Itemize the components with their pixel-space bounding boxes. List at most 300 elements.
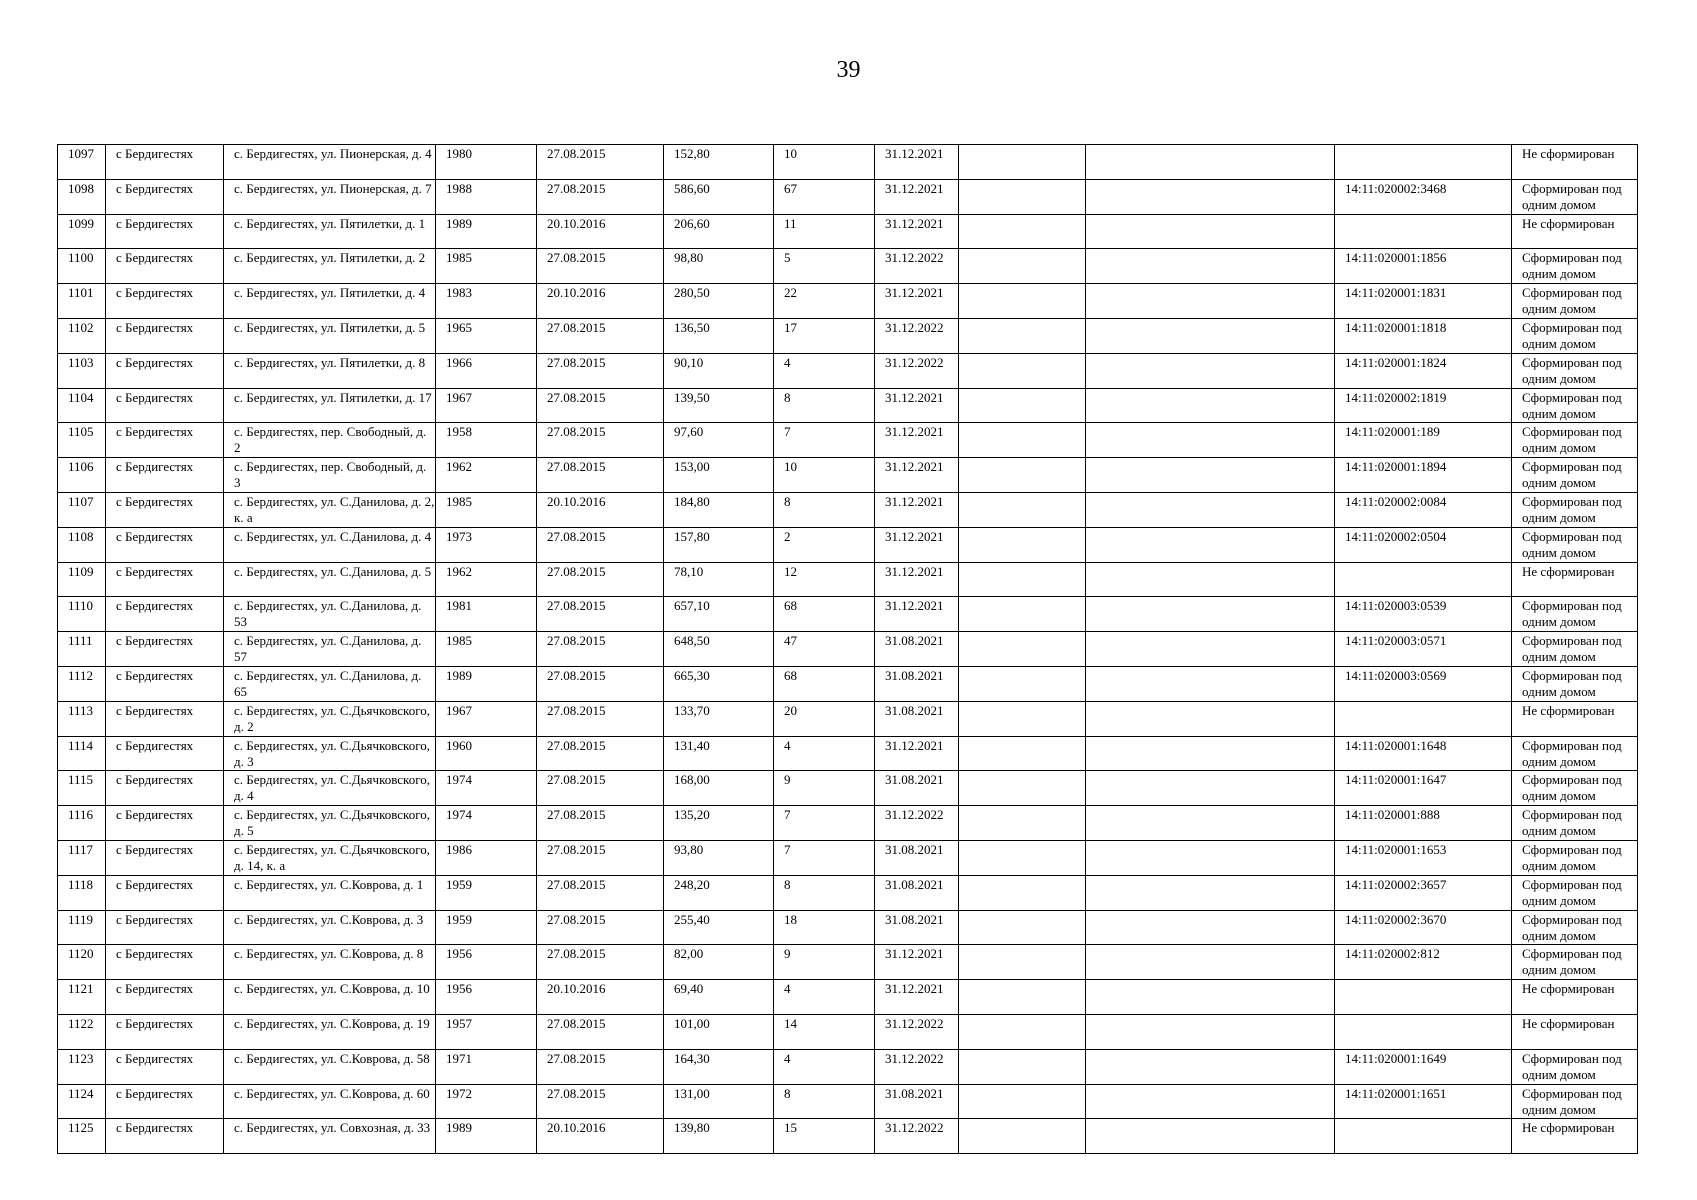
cell-cadastral-number: 14:11:020001:1653 (1335, 840, 1512, 875)
cell-cadastral-number: 14:11:020002:1819 (1335, 388, 1512, 423)
cell-address: с. Бердигестях, ул. С.Данилова, д. 4 (224, 527, 436, 562)
cell-record-date: 27.08.2015 (537, 527, 664, 562)
cell-number: 1108 (58, 527, 106, 562)
table-body (58, 145, 1638, 1154)
cell-record-date: 27.08.2015 (537, 806, 664, 841)
cell-empty-1 (959, 562, 1086, 597)
cell-cadastral-number: 14:11:020002:0084 (1335, 492, 1512, 527)
cell-land-status: Не сформирован (1512, 145, 1638, 180)
cell-record-date: 27.08.2015 (537, 771, 664, 806)
page-number: 39 (836, 57, 861, 83)
cell-number: 1118 (58, 875, 106, 910)
table-row (58, 423, 1638, 458)
cell-deadline: 31.08.2021 (875, 666, 959, 701)
cell-address: с. Бердигестях, пер. Свободный, д. 2 (224, 423, 436, 458)
cell-deadline: 31.08.2021 (875, 840, 959, 875)
cell-address: с. Бердигестях, пер. Свободный, д. 3 (224, 458, 436, 493)
cell-residents: 9 (774, 771, 875, 806)
cell-year-built: 1986 (436, 840, 537, 875)
table-row (58, 527, 1638, 562)
cell-number: 1121 (58, 980, 106, 1015)
cell-empty-1 (959, 910, 1086, 945)
table-row (58, 249, 1638, 284)
cell-number: 1105 (58, 423, 106, 458)
cell-empty-1 (959, 666, 1086, 701)
cell-area: 248,20 (664, 875, 774, 910)
cell-empty-1 (959, 875, 1086, 910)
cell-empty-2 (1086, 945, 1335, 980)
cell-deadline: 31.08.2021 (875, 910, 959, 945)
cell-residents: 9 (774, 945, 875, 980)
cell-number: 1099 (58, 214, 106, 249)
cell-settlement: с Бердигестях (106, 527, 224, 562)
cell-deadline: 31.12.2021 (875, 145, 959, 180)
cell-empty-2 (1086, 458, 1335, 493)
cell-empty-1 (959, 318, 1086, 353)
cell-settlement: с Бердигестях (106, 318, 224, 353)
cell-residents: 20 (774, 701, 875, 736)
cell-record-date: 20.10.2016 (537, 492, 664, 527)
cell-number: 1123 (58, 1049, 106, 1084)
cell-land-status: Сформирован под одним домом (1512, 875, 1638, 910)
cell-year-built: 1989 (436, 214, 537, 249)
cell-address: с. Бердигестях, ул. С.Коврова, д. 3 (224, 910, 436, 945)
cell-land-status: Сформирован под одним домом (1512, 806, 1638, 841)
cell-cadastral-number: 14:11:020001:189 (1335, 423, 1512, 458)
cell-empty-1 (959, 597, 1086, 632)
cell-deadline: 31.12.2022 (875, 249, 959, 284)
table-row (58, 1084, 1638, 1119)
cell-address: с. Бердигестях, ул. Пятилетки, д. 4 (224, 284, 436, 319)
cell-empty-1 (959, 492, 1086, 527)
cell-cadastral-number: 14:11:020002:0504 (1335, 527, 1512, 562)
cell-deadline: 31.12.2022 (875, 1119, 959, 1154)
cell-deadline: 31.12.2021 (875, 388, 959, 423)
cell-year-built: 1985 (436, 492, 537, 527)
cell-record-date: 27.08.2015 (537, 1084, 664, 1119)
cell-area: 665,30 (664, 666, 774, 701)
cell-residents: 15 (774, 1119, 875, 1154)
cell-residents: 8 (774, 875, 875, 910)
table-row (58, 179, 1638, 214)
cell-year-built: 1974 (436, 771, 537, 806)
cell-address: с. Бердигестях, ул. Совхозная, д. 33 (224, 1119, 436, 1154)
cell-area: 255,40 (664, 910, 774, 945)
cell-year-built: 1962 (436, 562, 537, 597)
cell-record-date: 27.08.2015 (537, 701, 664, 736)
cell-settlement: с Бердигестях (106, 980, 224, 1015)
cell-deadline: 31.12.2021 (875, 597, 959, 632)
cell-area: 131,00 (664, 1084, 774, 1119)
cell-year-built: 1956 (436, 945, 537, 980)
cell-year-built: 1988 (436, 179, 537, 214)
cell-year-built: 1960 (436, 736, 537, 771)
cell-empty-1 (959, 945, 1086, 980)
cell-settlement: с Бердигестях (106, 179, 224, 214)
cell-empty-1 (959, 1049, 1086, 1084)
cell-record-date: 27.08.2015 (537, 423, 664, 458)
cell-settlement: с Бердигестях (106, 771, 224, 806)
cell-year-built: 1973 (436, 527, 537, 562)
cell-land-status: Не сформирован (1512, 980, 1638, 1015)
cell-number: 1119 (58, 910, 106, 945)
cell-settlement: с Бердигестях (106, 632, 224, 667)
cell-record-date: 27.08.2015 (537, 840, 664, 875)
cell-deadline: 31.12.2021 (875, 458, 959, 493)
cell-residents: 10 (774, 458, 875, 493)
cell-empty-1 (959, 980, 1086, 1015)
cell-area: 206,60 (664, 214, 774, 249)
cell-number: 1120 (58, 945, 106, 980)
cell-year-built: 1966 (436, 353, 537, 388)
cell-deadline: 31.08.2021 (875, 1084, 959, 1119)
cell-number: 1125 (58, 1119, 106, 1154)
cell-settlement: с Бердигестях (106, 736, 224, 771)
cell-empty-1 (959, 249, 1086, 284)
cell-year-built: 1980 (436, 145, 537, 180)
cell-number: 1110 (58, 597, 106, 632)
cell-residents: 68 (774, 666, 875, 701)
cell-empty-1 (959, 179, 1086, 214)
cell-empty-2 (1086, 249, 1335, 284)
cell-number: 1114 (58, 736, 106, 771)
cell-cadastral-number: 14:11:020001:1647 (1335, 771, 1512, 806)
cell-area: 82,00 (664, 945, 774, 980)
cell-land-status: Сформирован под одним домом (1512, 771, 1638, 806)
table-row (58, 945, 1638, 980)
cell-land-status: Не сформирован (1512, 701, 1638, 736)
cell-area: 101,00 (664, 1014, 774, 1049)
cell-address: с. Бердигестях, ул. С.Коврова, д. 8 (224, 945, 436, 980)
cell-record-date: 27.08.2015 (537, 562, 664, 597)
cell-year-built: 1956 (436, 980, 537, 1015)
cell-empty-1 (959, 1014, 1086, 1049)
cell-residents: 67 (774, 179, 875, 214)
cell-address: с. Бердигестях, ул. С.Коврова, д. 1 (224, 875, 436, 910)
cell-cadastral-number (1335, 980, 1512, 1015)
cell-number: 1098 (58, 179, 106, 214)
cell-cadastral-number (1335, 145, 1512, 180)
cell-residents: 4 (774, 736, 875, 771)
cell-address: с. Бердигестях, ул. С.Данилова, д. 65 (224, 666, 436, 701)
cell-residents: 10 (774, 145, 875, 180)
cell-number: 1115 (58, 771, 106, 806)
cell-settlement: с Бердигестях (106, 910, 224, 945)
cell-number: 1122 (58, 1014, 106, 1049)
cell-land-status: Сформирован под одним домом (1512, 736, 1638, 771)
cell-residents: 11 (774, 214, 875, 249)
cell-record-date: 27.08.2015 (537, 632, 664, 667)
cell-cadastral-number: 14:11:020001:1649 (1335, 1049, 1512, 1084)
cell-land-status: Не сформирован (1512, 1014, 1638, 1049)
cell-cadastral-number: 14:11:020001:1824 (1335, 353, 1512, 388)
cell-area: 139,50 (664, 388, 774, 423)
cell-empty-1 (959, 736, 1086, 771)
cell-cadastral-number: 14:11:020003:0569 (1335, 666, 1512, 701)
cell-record-date: 27.08.2015 (537, 318, 664, 353)
cell-number: 1102 (58, 318, 106, 353)
cell-settlement: с Бердигестях (106, 840, 224, 875)
cell-year-built: 1971 (436, 1049, 537, 1084)
cell-residents: 8 (774, 388, 875, 423)
cell-empty-2 (1086, 980, 1335, 1015)
cell-land-status: Сформирован под одним домом (1512, 1084, 1638, 1119)
cell-record-date: 27.08.2015 (537, 736, 664, 771)
cell-cadastral-number: 14:11:020003:0571 (1335, 632, 1512, 667)
cell-area: 657,10 (664, 597, 774, 632)
cell-empty-1 (959, 1084, 1086, 1119)
cell-land-status: Сформирован под одним домом (1512, 492, 1638, 527)
cell-address: с. Бердигестях, ул. С.Коврова, д. 58 (224, 1049, 436, 1084)
cell-number: 1107 (58, 492, 106, 527)
cell-land-status: Сформирован под одним домом (1512, 666, 1638, 701)
cell-deadline: 31.08.2021 (875, 771, 959, 806)
cell-settlement: с Бердигестях (106, 1049, 224, 1084)
cell-area: 157,80 (664, 527, 774, 562)
cell-settlement: с Бердигестях (106, 458, 224, 493)
cell-deadline: 31.12.2021 (875, 214, 959, 249)
cell-settlement: с Бердигестях (106, 492, 224, 527)
cell-deadline: 31.12.2022 (875, 1014, 959, 1049)
cell-empty-2 (1086, 806, 1335, 841)
cell-settlement: с Бердигестях (106, 701, 224, 736)
cell-number: 1117 (58, 840, 106, 875)
cell-empty-2 (1086, 179, 1335, 214)
cell-residents: 17 (774, 318, 875, 353)
cell-residents: 12 (774, 562, 875, 597)
table-row (58, 318, 1638, 353)
cell-record-date: 20.10.2016 (537, 980, 664, 1015)
cell-area: 586,60 (664, 179, 774, 214)
table-row (58, 1014, 1638, 1049)
cell-number: 1113 (58, 701, 106, 736)
cell-area: 280,50 (664, 284, 774, 319)
cell-number: 1109 (58, 562, 106, 597)
cell-address: с. Бердигестях, ул. Пионерская, д. 7 (224, 179, 436, 214)
cell-area: 184,80 (664, 492, 774, 527)
cell-settlement: с Бердигестях (106, 945, 224, 980)
table-row (58, 806, 1638, 841)
cell-deadline: 31.12.2021 (875, 736, 959, 771)
cell-deadline: 31.12.2021 (875, 945, 959, 980)
cell-residents: 22 (774, 284, 875, 319)
cell-number: 1103 (58, 353, 106, 388)
table-row (58, 1049, 1638, 1084)
cell-residents: 7 (774, 840, 875, 875)
table-row (58, 1119, 1638, 1154)
cell-year-built: 1989 (436, 666, 537, 701)
cell-year-built: 1985 (436, 632, 537, 667)
cell-empty-2 (1086, 666, 1335, 701)
table-row (58, 214, 1638, 249)
cell-cadastral-number: 14:11:020001:1651 (1335, 1084, 1512, 1119)
cell-empty-2 (1086, 492, 1335, 527)
cell-empty-1 (959, 353, 1086, 388)
cell-empty-1 (959, 1119, 1086, 1154)
cell-land-status: Сформирован под одним домом (1512, 632, 1638, 667)
cell-empty-2 (1086, 1014, 1335, 1049)
cell-address: с. Бердигестях, ул. С.Коврова, д. 10 (224, 980, 436, 1015)
cell-residents: 18 (774, 910, 875, 945)
cell-address: с. Бердигестях, ул. Пионерская, д. 4 (224, 145, 436, 180)
table-row (58, 458, 1638, 493)
cell-year-built: 1959 (436, 910, 537, 945)
cell-residents: 5 (774, 249, 875, 284)
cell-number: 1101 (58, 284, 106, 319)
cell-deadline: 31.12.2021 (875, 179, 959, 214)
cell-land-status: Сформирован под одним домом (1512, 353, 1638, 388)
cell-area: 136,50 (664, 318, 774, 353)
cell-settlement: с Бердигестях (106, 388, 224, 423)
cell-cadastral-number: 14:11:020002:3468 (1335, 179, 1512, 214)
table-row (58, 284, 1638, 319)
cell-area: 93,80 (664, 840, 774, 875)
cell-record-date: 27.08.2015 (537, 179, 664, 214)
cell-year-built: 1983 (436, 284, 537, 319)
cell-year-built: 1958 (436, 423, 537, 458)
cell-area: 131,40 (664, 736, 774, 771)
cell-cadastral-number (1335, 214, 1512, 249)
cell-settlement: с Бердигестях (106, 284, 224, 319)
cell-empty-2 (1086, 840, 1335, 875)
cell-cadastral-number: 14:11:020002:3657 (1335, 875, 1512, 910)
cell-residents: 4 (774, 353, 875, 388)
cell-cadastral-number (1335, 1119, 1512, 1154)
cell-cadastral-number: 14:11:020002:812 (1335, 945, 1512, 980)
cell-address: с. Бердигестях, ул. С.Дьячковского, д. 14, к. а (224, 840, 436, 875)
cell-address: с. Бердигестях, ул. С.Коврова, д. 19 (224, 1014, 436, 1049)
cell-address: с. Бердигестях, ул. С.Дьячковского, д. 3 (224, 736, 436, 771)
cell-land-status: Не сформирован (1512, 214, 1638, 249)
cell-area: 69,40 (664, 980, 774, 1015)
cell-area: 648,50 (664, 632, 774, 667)
cell-deadline: 31.08.2021 (875, 632, 959, 667)
cell-year-built: 1989 (436, 1119, 537, 1154)
cell-address: с. Бердигестях, ул. С.Дьячковского, д. 2 (224, 701, 436, 736)
cell-record-date: 27.08.2015 (537, 666, 664, 701)
cell-year-built: 1972 (436, 1084, 537, 1119)
cell-deadline: 31.12.2022 (875, 353, 959, 388)
cell-address: с. Бердигестях, ул. Пятилетки, д. 2 (224, 249, 436, 284)
cell-settlement: с Бердигестях (106, 145, 224, 180)
cell-address: с. Бердигестях, ул. С.Данилова, д. 57 (224, 632, 436, 667)
cell-cadastral-number: 14:11:020001:1894 (1335, 458, 1512, 493)
cell-empty-2 (1086, 701, 1335, 736)
cell-empty-1 (959, 632, 1086, 667)
cell-land-status: Сформирован под одним домом (1512, 318, 1638, 353)
cell-land-status: Сформирован под одним домом (1512, 458, 1638, 493)
cell-land-status: Сформирован под одним домом (1512, 423, 1638, 458)
cell-area: 168,00 (664, 771, 774, 806)
cell-empty-1 (959, 458, 1086, 493)
cell-deadline: 31.12.2021 (875, 284, 959, 319)
cell-number: 1106 (58, 458, 106, 493)
cell-year-built: 1967 (436, 701, 537, 736)
cell-settlement: с Бердигестях (106, 562, 224, 597)
table-row (58, 492, 1638, 527)
cell-cadastral-number (1335, 1014, 1512, 1049)
cell-record-date: 20.10.2016 (537, 214, 664, 249)
cell-empty-2 (1086, 736, 1335, 771)
cell-record-date: 27.08.2015 (537, 353, 664, 388)
cell-land-status: Сформирован под одним домом (1512, 284, 1638, 319)
cell-address: с. Бердигестях, ул. С.Данилова, д. 53 (224, 597, 436, 632)
table-row (58, 666, 1638, 701)
cell-year-built: 1967 (436, 388, 537, 423)
cell-residents: 14 (774, 1014, 875, 1049)
table-row (58, 910, 1638, 945)
cell-deadline: 31.12.2021 (875, 562, 959, 597)
cell-deadline: 31.12.2021 (875, 527, 959, 562)
cell-land-status: Сформирован под одним домом (1512, 179, 1638, 214)
cell-cadastral-number: 14:11:020001:888 (1335, 806, 1512, 841)
cell-settlement: с Бердигестях (106, 666, 224, 701)
table-row (58, 597, 1638, 632)
table-row (58, 840, 1638, 875)
cell-cadastral-number (1335, 562, 1512, 597)
cell-empty-1 (959, 284, 1086, 319)
cell-empty-1 (959, 806, 1086, 841)
cell-area: 135,20 (664, 806, 774, 841)
cell-settlement: с Бердигестях (106, 423, 224, 458)
cell-land-status: Сформирован под одним домом (1512, 840, 1638, 875)
cell-number: 1124 (58, 1084, 106, 1119)
cell-deadline: 31.12.2022 (875, 806, 959, 841)
cell-record-date: 27.08.2015 (537, 910, 664, 945)
cell-empty-1 (959, 527, 1086, 562)
cell-deadline: 31.12.2021 (875, 980, 959, 1015)
cell-land-status: Сформирован под одним домом (1512, 910, 1638, 945)
cell-deadline: 31.12.2021 (875, 492, 959, 527)
table-row (58, 632, 1638, 667)
cell-area: 153,00 (664, 458, 774, 493)
cell-residents: 7 (774, 423, 875, 458)
cell-settlement: с Бердигестях (106, 875, 224, 910)
cell-empty-2 (1086, 388, 1335, 423)
cell-address: с. Бердигестях, ул. Пятилетки, д. 5 (224, 318, 436, 353)
cell-number: 1112 (58, 666, 106, 701)
cell-empty-2 (1086, 562, 1335, 597)
cell-empty-2 (1086, 1119, 1335, 1154)
cell-cadastral-number (1335, 701, 1512, 736)
cell-area: 139,80 (664, 1119, 774, 1154)
table-row (58, 388, 1638, 423)
cell-empty-2 (1086, 214, 1335, 249)
cell-deadline: 31.12.2021 (875, 423, 959, 458)
cell-empty-2 (1086, 353, 1335, 388)
cell-land-status: Сформирован под одним домом (1512, 249, 1638, 284)
cell-number: 1111 (58, 632, 106, 667)
cell-record-date: 20.10.2016 (537, 1119, 664, 1154)
cell-deadline: 31.08.2021 (875, 701, 959, 736)
cell-empty-1 (959, 701, 1086, 736)
cell-cadastral-number: 14:11:020001:1818 (1335, 318, 1512, 353)
cell-area: 97,60 (664, 423, 774, 458)
cell-record-date: 20.10.2016 (537, 284, 664, 319)
cell-empty-2 (1086, 910, 1335, 945)
cell-number: 1100 (58, 249, 106, 284)
cell-record-date: 27.08.2015 (537, 875, 664, 910)
cell-address: с. Бердигестях, ул. С.Данилова, д. 5 (224, 562, 436, 597)
cell-settlement: с Бердигестях (106, 249, 224, 284)
cell-area: 78,10 (664, 562, 774, 597)
cell-empty-2 (1086, 423, 1335, 458)
cell-area: 152,80 (664, 145, 774, 180)
cell-record-date: 27.08.2015 (537, 597, 664, 632)
cell-area: 90,10 (664, 353, 774, 388)
table-row (58, 562, 1638, 597)
cell-settlement: с Бердигестях (106, 353, 224, 388)
